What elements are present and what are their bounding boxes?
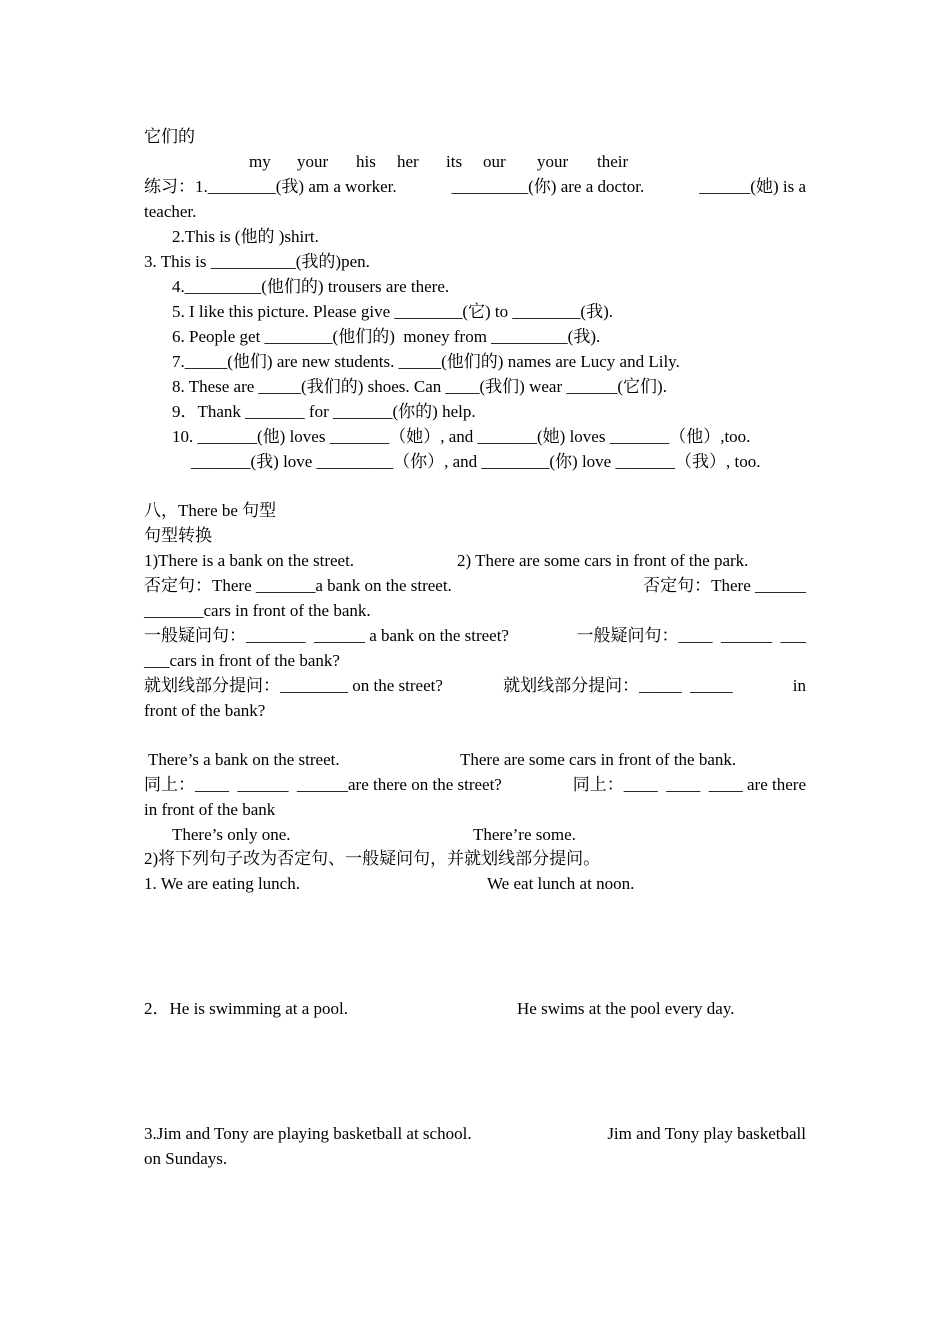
sentence-1-right: 2) There are some cars in front of the park.	[457, 551, 749, 570]
answer-left: There’s only one.	[172, 825, 291, 844]
answer-right: There’re some.	[473, 825, 576, 844]
question-3-continuation: on Sundays.	[144, 1149, 228, 1168]
wh-question-line	[144, 676, 806, 696]
pronoun-our: our	[483, 152, 506, 171]
question-continuation: ___cars in front of the bank?	[144, 651, 340, 670]
question-3-line	[144, 1124, 806, 1144]
pronoun-their: their	[597, 152, 629, 171]
question-2-left: 2．He is swimming at a pool.	[144, 999, 348, 1018]
exercise-1-continuation: teacher.	[144, 202, 197, 221]
question-3-right: Jim and Tony play basketball	[607, 1124, 806, 1143]
exercise-10: 10. _______(他) loves _______（她）, and _______(她) loves _______（他）,too.	[172, 427, 751, 446]
pronoun-your: your	[297, 152, 329, 171]
exercise-10-continuation: _______(我) love _________（你）, and ________(你) love _______（我）, too.	[191, 452, 761, 471]
wh-question-end: in	[792, 676, 806, 695]
negative-right: 否定句：There ______	[643, 576, 806, 595]
question-left: 一般疑问句：_______ ______ a bank on the street?	[144, 626, 509, 645]
section-heading-its: 它们的	[144, 127, 195, 146]
question-2-right: He swims at the pool every day.	[517, 999, 735, 1018]
exercise-8: 8. These are _____(我们的) shoes. Can ____(我们) wear ______(它们).	[172, 377, 667, 396]
wh-question-continuation: front of the bank?	[144, 701, 266, 720]
same-continuation: in front of the bank	[144, 800, 276, 819]
question-line	[144, 626, 806, 646]
exercise-1	[144, 177, 806, 197]
question-1-left: 1. We are eating lunch.	[144, 874, 300, 893]
pronoun-her: her	[397, 152, 419, 171]
exercise-4: 4._________(他们的) trousers are there.	[172, 277, 450, 296]
exercise-5: 5. I like this picture. Please give ________(它) to ________(我).	[172, 302, 613, 321]
pronoun-your-plural: your	[537, 152, 569, 171]
question-1-right: We eat lunch at noon.	[487, 874, 635, 893]
pronoun-his: his	[356, 152, 376, 171]
negative-continuation: _______cars in front of the bank.	[144, 601, 371, 620]
exercise-3: 3. This is __________(我的)pen.	[144, 252, 370, 271]
instruction: 2)将下列句子改为否定句、一般疑问句，并就划线部分提问。	[144, 849, 601, 868]
negative-left: 否定句：There _______a bank on the street.	[144, 576, 452, 595]
same-right: 同上：____ ____ ____ are there	[572, 775, 806, 794]
exercise-6: 6. People get ________(他们的) money from _________(我).	[172, 327, 601, 346]
pronoun-my: my	[249, 152, 271, 171]
exercise-2: 2.This is (他的 )shirt.	[172, 227, 319, 246]
wh-question-left: 就划线部分提问：________ on the street?	[144, 676, 443, 695]
negative-line	[144, 576, 806, 596]
exercise-9: 9．Thank _______ for _______(你的) help.	[172, 402, 476, 421]
same-left: 同上：____ ______ ______are there on the street?	[144, 775, 502, 794]
exercise-1-part-3: ______(她) is a	[699, 177, 806, 196]
pronoun-its: its	[446, 152, 463, 171]
sentence-2-right: There are some cars in front of the bank.	[460, 750, 737, 769]
wh-question-right: 就划线部分提问：_____ _____	[503, 676, 733, 695]
question-3-left: 3.Jim and Tony are playing basketball at school.	[144, 1124, 472, 1143]
exercise-7: 7._____(他们) are new students. _____(他们的) names are Lucy and Lily.	[172, 352, 680, 371]
section-subtitle: 句型转换	[144, 526, 212, 545]
exercise-1-part-2: _________(你) are a doctor.	[451, 177, 645, 196]
exercise-label: 练习：1.________(我) am a worker.	[144, 177, 397, 196]
same-line	[144, 775, 806, 795]
sentence-2-left: There’s a bank on the street.	[144, 750, 340, 769]
section-heading-there-be: 八，There be 句型	[144, 501, 277, 520]
sentence-1-left: 1)There is a bank on the street.	[144, 551, 355, 570]
question-right: 一般疑问句：____ ______ ___	[576, 626, 806, 645]
